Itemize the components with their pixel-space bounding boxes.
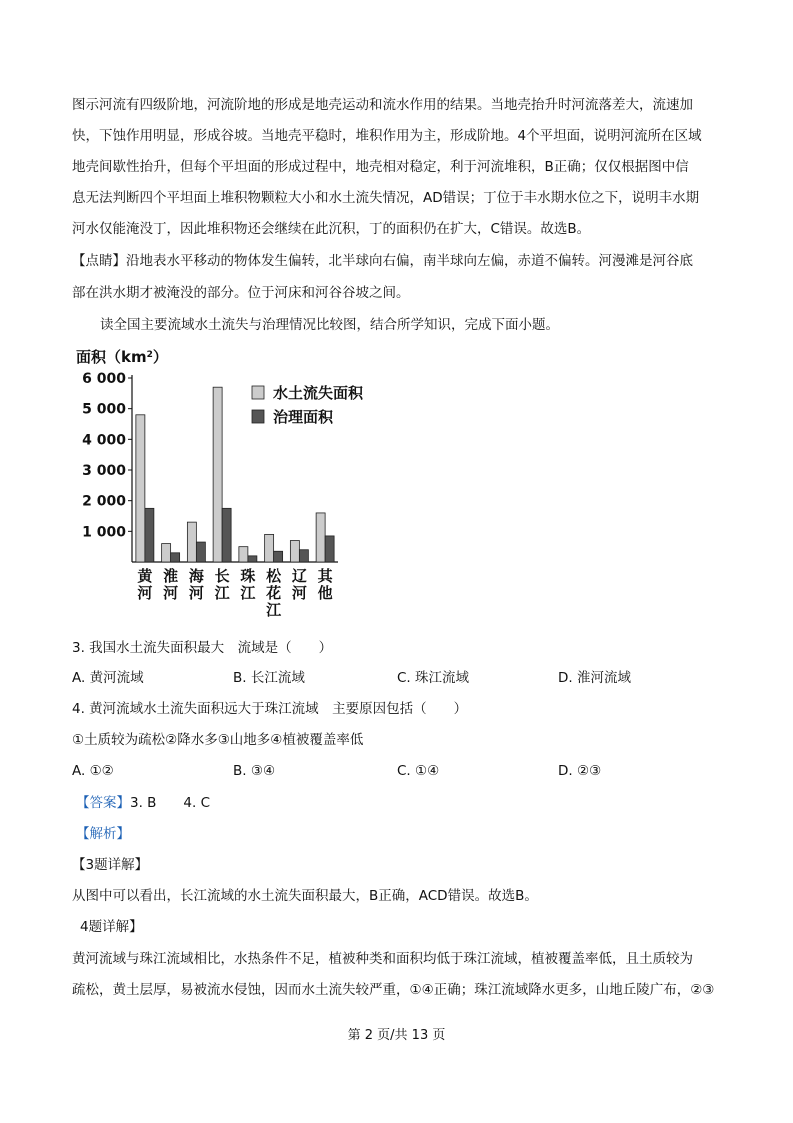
category-label: 长 bbox=[214, 567, 230, 585]
bar-chart bbox=[70, 343, 410, 619]
paragraph-line: 快，下蚀作用明显，形成谷坡。当地壳平稳时，堆积作用为主，形成阶地。4个平坦面，说明河流所在区域 bbox=[72, 128, 702, 144]
paragraph-line: 河水仅能淹没丁，因此堆积物还会继续在此沉积，丁的面积仍在扩大，C错误。故选B。 bbox=[72, 221, 591, 237]
q4-option-c[interactable]: C. ①④ bbox=[397, 763, 440, 779]
q4-detail-line: 黄河流域与珠江流域相比，水热条件不足，植被种类和面积均低于珠江流域，植被覆盖率低，且土质较为 bbox=[72, 951, 693, 967]
q4-option-d[interactable]: D. ②③ bbox=[558, 763, 602, 779]
answer-label: 【答案】 bbox=[76, 795, 130, 811]
q3-option-a[interactable]: A. 黄河流域 bbox=[72, 670, 144, 686]
q4-detail-title: 4题详解】 bbox=[80, 919, 143, 935]
bar-erosion-5 bbox=[265, 534, 274, 562]
category-label: 其 bbox=[317, 567, 333, 585]
legend-swatch bbox=[252, 386, 264, 399]
paragraph-line: 息无法判断四个平坦面上堆积物颗粒大小和水土流失情况，AD错误；丁位于丰水期水位之下，说明丰水期 bbox=[72, 190, 700, 206]
category-label: 他 bbox=[317, 584, 333, 602]
dianjing-text: 沿地表水平移动的物体发生偏转，北半球向右偏，南半球向左偏，赤道不偏转。河漫滩是河谷底 bbox=[126, 253, 693, 269]
bar-treated-3 bbox=[222, 508, 231, 562]
dianjing-line bbox=[72, 252, 693, 270]
bar-treated-0 bbox=[145, 508, 154, 562]
intro-text: 读全国主要流域水土流失与治理情况比较图，结合所学知识，完成下面小题。 bbox=[100, 317, 559, 333]
bar-treated-4 bbox=[248, 556, 257, 562]
y-tick-label: 5 000 bbox=[82, 401, 126, 418]
dianjing-label: 【点睛】 bbox=[72, 253, 126, 269]
y-tick-label: 3 000 bbox=[82, 463, 126, 479]
q3-detail-text: 从图中可以看出，长江流域的水土流失面积最大，B正确，ACD错误。故选B。 bbox=[72, 888, 538, 904]
category-label: 河 bbox=[137, 584, 153, 602]
category-label: 珠 bbox=[240, 567, 256, 585]
bar-erosion-1 bbox=[162, 544, 171, 562]
bar-treated-6 bbox=[299, 550, 308, 562]
bar-erosion-3 bbox=[213, 387, 222, 562]
bar-erosion-6 bbox=[290, 541, 299, 562]
category-label: 河 bbox=[291, 584, 307, 602]
category-label: 江 bbox=[240, 584, 256, 602]
bar-erosion-0 bbox=[136, 415, 145, 562]
answer-text: 3. B 4. C bbox=[130, 795, 211, 811]
answer-line bbox=[76, 794, 210, 812]
category-label: 江 bbox=[214, 584, 230, 602]
bar-erosion-7 bbox=[316, 513, 325, 562]
legend-label: 水土流失面积 bbox=[273, 384, 364, 402]
category-label: 花 bbox=[266, 584, 282, 602]
bar-treated-5 bbox=[274, 551, 283, 562]
bar-treated-1 bbox=[171, 553, 180, 562]
category-label: 黄 bbox=[137, 567, 153, 585]
category-label: 辽 bbox=[291, 567, 307, 585]
q4-items: ①土质较为疏松②降水多③山地多④植被覆盖率低 bbox=[72, 732, 364, 748]
legend-label: 治理面积 bbox=[273, 408, 334, 426]
bar-erosion-4 bbox=[239, 547, 248, 562]
q3-option-d[interactable]: D. 淮河流域 bbox=[558, 670, 631, 686]
y-axis-title: 面积$(km^2)$ bbox=[76, 348, 168, 366]
q3-option-b[interactable]: B. 长江流域 bbox=[233, 670, 305, 686]
q4-detail-line: 疏松，黄土层厚，易被流水侵蚀，因而水土流失较严重，①④正确；珠江流域降水更多，山地丘陵广布，②③ bbox=[72, 982, 715, 998]
y-tick-label: 1 000 bbox=[82, 524, 126, 541]
paragraph-line: 地壳间歇性抬升，但每个平坦面的形成过程中，地壳相对稳定，利于河流堆积，B正确；仅仅根据图中信 bbox=[72, 159, 689, 175]
y-tick-label: 6 000 bbox=[82, 371, 126, 387]
bar-treated-7 bbox=[325, 536, 334, 562]
category-label: 河 bbox=[188, 584, 204, 602]
y-tick-label: 4 000 bbox=[82, 432, 126, 449]
category-label: 河 bbox=[163, 584, 179, 602]
jiexi-label: 【解析】 bbox=[76, 826, 130, 842]
page-footer: 第 2 页/共 13 页 bbox=[347, 1028, 446, 1043]
category-label: 江 bbox=[266, 601, 282, 619]
category-label: 海 bbox=[188, 567, 204, 585]
category-label: 淮 bbox=[163, 567, 179, 585]
q4-stem: 4. 黄河流域水土流失面积远大于珠江流域 主要原因包括（ ） bbox=[72, 701, 468, 717]
q3-detail-title: 【3题详解】 bbox=[72, 857, 149, 873]
q3-option-c[interactable]: C. 珠江流域 bbox=[397, 670, 470, 686]
q4-option-b[interactable]: B. ③④ bbox=[233, 763, 276, 779]
paragraph-line: 图示河流有四级阶地，河流阶地的形成是地壳运动和流水作用的结果。当地壳抬升时河流落差大，流速加 bbox=[72, 97, 693, 113]
category-label: 松 bbox=[266, 567, 282, 585]
legend-swatch bbox=[252, 410, 264, 423]
q4-option-a[interactable]: A. ①② bbox=[72, 763, 114, 779]
y-tick-label: 2 000 bbox=[82, 493, 126, 510]
bar-erosion-2 bbox=[187, 522, 196, 562]
dianjing-line-2: 部在洪水期才被淹没的部分。位于河床和河谷谷坡之间。 bbox=[72, 285, 410, 301]
q3-stem: 3. 我国水土流失面积最大 流域是（ ） bbox=[72, 640, 333, 656]
bar-treated-2 bbox=[196, 542, 205, 562]
